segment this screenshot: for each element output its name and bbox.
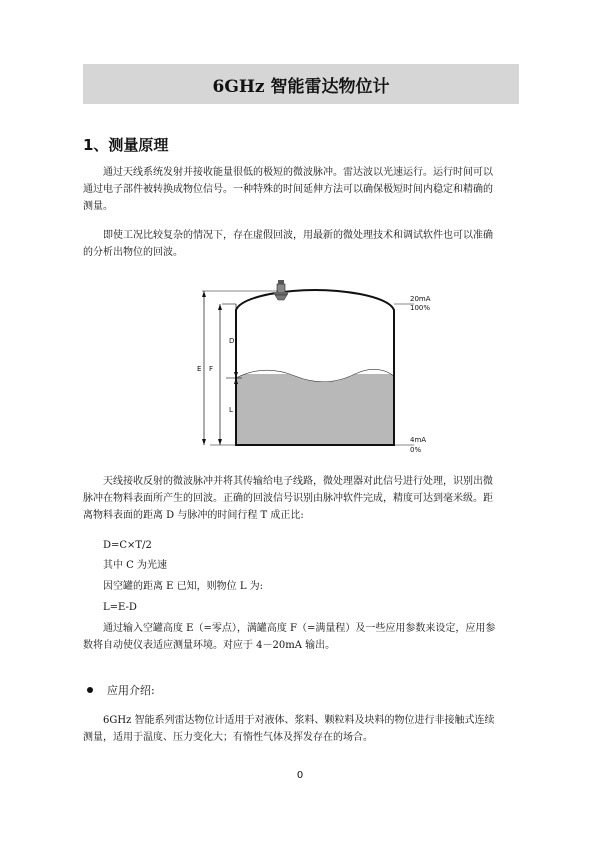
paragraph-line: 即使工况比较复杂的情况下，存在虚假回波，用最新的微处理技术和调试软件也可以准确 bbox=[103, 230, 493, 241]
radar-sensor bbox=[274, 280, 288, 300]
paragraph-line: 测量，适用于温度、压力变化大；有惰性气体及挥发存在的场合。 bbox=[83, 732, 373, 743]
label-100-percent: 100% bbox=[410, 304, 431, 312]
bullet-icon bbox=[87, 687, 93, 693]
paragraph-line: 通过电子部件被转换成物位信号。一种特殊的时间延伸方法可以确保极短时间内稳定和精确的 bbox=[83, 184, 493, 195]
title-band bbox=[83, 64, 519, 104]
paragraph-line: 脉冲在物料表面所产生的回波。正确的回波信号识别由脉冲软件完成，精度可达到毫米级。距 bbox=[83, 493, 493, 504]
paragraph-line: 通过天线系统发射并接收能量很低的极短的微波脉冲。雷达波以光速运行。运行时间可以 bbox=[103, 167, 493, 178]
paragraph-line: 通过输入空罐高度 E（=零点），满罐高度 F（=满量程）及一些应用参数来设定，应用参 bbox=[103, 623, 496, 634]
section-heading-principle: 1、测量原理 bbox=[83, 136, 169, 154]
page-number: 0 bbox=[296, 770, 304, 781]
tank-diagram bbox=[180, 280, 440, 460]
application-heading bbox=[83, 682, 155, 698]
paragraph-principle-2 bbox=[83, 227, 519, 261]
paragraph-echo bbox=[83, 473, 519, 524]
formula-intro: 因空罐的距离 E 已知，则物位 L 为: bbox=[103, 581, 264, 592]
label-4ma: 4mA bbox=[410, 436, 427, 444]
label-F: F bbox=[209, 365, 214, 373]
paragraph-line: 数将自动使仪表适应测量环境。对应于 4－20mA 输出。 bbox=[83, 640, 336, 651]
paragraph-line: 的分析出物位的回波。 bbox=[83, 247, 183, 258]
label-20ma: 20mA bbox=[410, 295, 431, 303]
label-0-percent: 0% bbox=[410, 446, 422, 454]
paragraph-line: 6GHz 智能系列雷达物位计适用于对液体、浆料、颗粒料及块料的物位进行非接触式连续 bbox=[103, 715, 495, 726]
page-title: 6GHz 智能雷达物位计 bbox=[212, 76, 390, 97]
label-D: D bbox=[229, 337, 235, 345]
formula-note: 其中 C 为光速 bbox=[103, 560, 168, 571]
formula-distance: D=C×T/2 bbox=[103, 540, 152, 551]
paragraph-line: 天线接收反射的微波脉冲并将其传输给电子线路，微处理器对此信号进行处理，识别出微 bbox=[103, 476, 493, 487]
material-fill bbox=[236, 374, 394, 445]
application-title: 应用介绍: bbox=[107, 684, 155, 697]
paragraph-line: 测量。 bbox=[83, 201, 113, 212]
paragraph-application bbox=[83, 712, 519, 746]
formula-level: L=E-D bbox=[103, 602, 137, 613]
paragraph-line: 离物料表面的距离 D 与脉冲的时间行程 T 成正比: bbox=[83, 510, 304, 521]
label-L: L bbox=[229, 406, 233, 414]
label-E: E bbox=[197, 365, 202, 373]
paragraph-settings bbox=[83, 620, 519, 654]
paragraph-principle-1 bbox=[83, 164, 519, 215]
